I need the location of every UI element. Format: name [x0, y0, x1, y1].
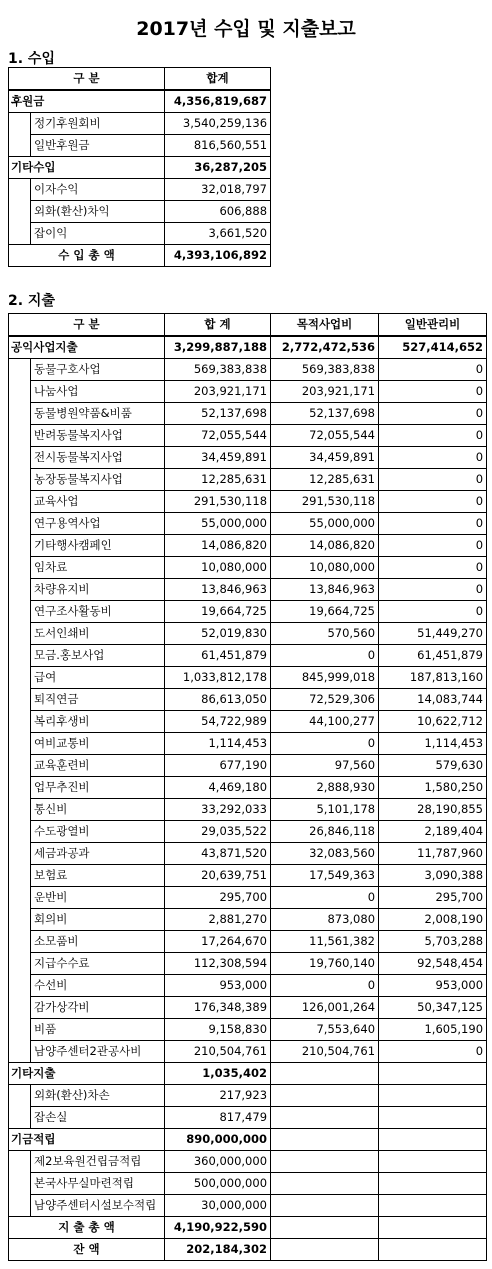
expense-item-general: 187,813,160 [379, 667, 487, 689]
income-item-label: 잡이익 [31, 223, 165, 245]
expense-item-general: 92,548,454 [379, 953, 487, 975]
expense-item-purpose: 2,888,930 [271, 777, 379, 799]
expense-section-title: 2. 지출 [8, 293, 55, 309]
expense-item-total: 52,137,698 [165, 403, 271, 425]
expense-item-total: 14,086,820 [165, 535, 271, 557]
expense-item-total: 210,504,761 [165, 1041, 271, 1063]
expense-item-general: 5,703,288 [379, 931, 487, 953]
expense-item-label: 보험료 [31, 865, 165, 887]
expense-item-general: 0 [379, 469, 487, 491]
expense-item-label: 운반비 [31, 887, 165, 909]
expense-item-total: 52,019,830 [165, 623, 271, 645]
expense-group-row [9, 336, 487, 359]
expense-item-total: 72,055,544 [165, 425, 271, 447]
expense-item-label: 수도광열비 [31, 821, 165, 843]
expense-item-row [9, 953, 487, 975]
income-item-row [9, 223, 271, 245]
expense-item-label: 남양주센터시설보수적립 [31, 1195, 165, 1217]
expense-item-label: 차량유지비 [31, 579, 165, 601]
expense-item-row [9, 425, 487, 447]
expense-item-general: 953,000 [379, 975, 487, 997]
expense-item-purpose: 72,055,544 [271, 425, 379, 447]
expense-item-total: 217,923 [165, 1085, 271, 1107]
expense-group-total: 3,299,887,188 [165, 336, 271, 359]
expense-item-row [9, 1019, 487, 1041]
expense-item-general: 0 [379, 491, 487, 513]
expense-item-total: 10,080,000 [165, 557, 271, 579]
balance-label: 잔 액 [9, 1239, 165, 1261]
expense-item-purpose: 19,760,140 [271, 953, 379, 975]
expense-item-label: 잡손실 [31, 1107, 165, 1129]
expense-item-purpose: 291,530,118 [271, 491, 379, 513]
expense-item-total: 112,308,594 [165, 953, 271, 975]
expense-group-label: 기금적립 [9, 1129, 165, 1151]
expense-item-purpose: 203,921,171 [271, 381, 379, 403]
expense-header-total: 합 계 [165, 314, 271, 337]
expense-item-label: 나눔사업 [31, 381, 165, 403]
expense-item-row [9, 799, 487, 821]
expense-item-general: 11,787,960 [379, 843, 487, 865]
expense-item-row [9, 469, 487, 491]
expense-item-label: 지급수수료 [31, 953, 165, 975]
expense-item-purpose: 34,459,891 [271, 447, 379, 469]
expense-item-general: 0 [379, 425, 487, 447]
expense-item-total: 30,000,000 [165, 1195, 271, 1217]
expense-item-row [9, 403, 487, 425]
expense-item-purpose: 14,086,820 [271, 535, 379, 557]
expense-item-purpose: 55,000,000 [271, 513, 379, 535]
income-item-row [9, 135, 271, 157]
expense-item-total: 4,469,180 [165, 777, 271, 799]
expense-item-general: 0 [379, 579, 487, 601]
expense-item-label: 업무추진비 [31, 777, 165, 799]
expense-item-label: 도서인쇄비 [31, 623, 165, 645]
expense-item-purpose: 97,560 [271, 755, 379, 777]
expense-item-total: 500,000,000 [165, 1173, 271, 1195]
expense-item-general: 0 [379, 557, 487, 579]
expense-item-label: 본국사무실마련적립 [31, 1173, 165, 1195]
expense-item-row [9, 777, 487, 799]
expense-item-general: 0 [379, 447, 487, 469]
expense-item-purpose: 0 [271, 975, 379, 997]
expense-item-total: 61,451,879 [165, 645, 271, 667]
expense-item-label: 임차료 [31, 557, 165, 579]
expense-item-total: 34,459,891 [165, 447, 271, 469]
expense-table [8, 313, 487, 1261]
expense-item-label: 동물구호사업 [31, 359, 165, 381]
expense-item-label: 연구조사활동비 [31, 601, 165, 623]
expense-item-row [9, 381, 487, 403]
expense-item-purpose: 13,846,963 [271, 579, 379, 601]
income-item-label: 이자수익 [31, 179, 165, 201]
expense-item-label: 연구용역사업 [31, 513, 165, 535]
expense-item-label: 제2보육원건립금적립 [31, 1151, 165, 1173]
expense-item-total: 2,881,270 [165, 909, 271, 931]
expense-group-purpose: 2,772,472,536 [271, 336, 379, 359]
income-item-row [9, 179, 271, 201]
expense-item-total: 55,000,000 [165, 513, 271, 535]
income-header-category: 구 분 [9, 68, 165, 91]
expense-item-total: 953,000 [165, 975, 271, 997]
expense-item-total: 817,479 [165, 1107, 271, 1129]
expense-item-row [9, 711, 487, 733]
expense-item-general: 61,451,879 [379, 645, 487, 667]
expense-item-row [9, 667, 487, 689]
expense-header-category: 구 분 [9, 314, 165, 337]
expense-item-row [9, 1173, 487, 1195]
expense-item-row [9, 491, 487, 513]
income-total-row [9, 245, 271, 267]
expense-item-purpose: 7,553,640 [271, 1019, 379, 1041]
expense-item-total: 1,114,453 [165, 733, 271, 755]
expense-item-label: 퇴직연금 [31, 689, 165, 711]
expense-item-purpose: 0 [271, 733, 379, 755]
expense-item-row [9, 909, 487, 931]
expense-group-label: 공익사업지출 [9, 336, 165, 359]
expense-item-general: 1,605,190 [379, 1019, 487, 1041]
expense-header-purpose: 목적사업비 [271, 314, 379, 337]
expense-item-label: 전시동물복지사업 [31, 447, 165, 469]
expense-item-total: 54,722,989 [165, 711, 271, 733]
expense-item-general: 0 [379, 601, 487, 623]
expense-item-purpose: 873,080 [271, 909, 379, 931]
expense-item-label: 여비교통비 [31, 733, 165, 755]
income-group-row [9, 157, 271, 179]
expense-item-total: 20,639,751 [165, 865, 271, 887]
expense-total-label: 지 출 총 액 [9, 1217, 165, 1239]
balance-amount: 202,184,302 [165, 1239, 271, 1261]
expense-item-total: 29,035,522 [165, 821, 271, 843]
income-header-row [9, 68, 271, 91]
expense-item-row [9, 557, 487, 579]
expense-item-general: 10,622,712 [379, 711, 487, 733]
income-item-row [9, 201, 271, 223]
expense-item-purpose: 10,080,000 [271, 557, 379, 579]
expense-item-label: 남양주센터2관공사비 [31, 1041, 165, 1063]
expense-item-label: 복리후생비 [31, 711, 165, 733]
expense-item-row [9, 843, 487, 865]
expense-total-amount: 4,190,922,590 [165, 1217, 271, 1239]
income-item-label: 일반후원금 [31, 135, 165, 157]
income-group-row [9, 90, 271, 113]
expense-item-total: 677,190 [165, 755, 271, 777]
expense-item-purpose: 44,100,277 [271, 711, 379, 733]
expense-item-row [9, 1195, 487, 1217]
expense-item-label: 회의비 [31, 909, 165, 931]
expense-item-total: 86,613,050 [165, 689, 271, 711]
expense-item-label: 기타행사캠페인 [31, 535, 165, 557]
expense-item-label: 수선비 [31, 975, 165, 997]
expense-item-general: 0 [379, 359, 487, 381]
expense-item-label: 교육사업 [31, 491, 165, 513]
income-item-amount: 3,661,520 [165, 223, 271, 245]
income-item-amount: 32,018,797 [165, 179, 271, 201]
income-item-amount: 606,888 [165, 201, 271, 223]
expense-item-purpose: 845,999,018 [271, 667, 379, 689]
page-title: 2017년 수입 및 지출보고 [136, 18, 356, 40]
expense-item-row [9, 601, 487, 623]
expense-item-row [9, 447, 487, 469]
expense-item-general: 1,114,453 [379, 733, 487, 755]
expense-item-total: 43,871,520 [165, 843, 271, 865]
expense-item-total: 295,700 [165, 887, 271, 909]
expense-item-row [9, 931, 487, 953]
income-total-label: 수 입 총 액 [9, 245, 165, 267]
expense-item-purpose: 569,383,838 [271, 359, 379, 381]
expense-item-label: 반려동물복지사업 [31, 425, 165, 447]
income-group-label: 후원금 [9, 90, 165, 113]
expense-item-purpose: 5,101,178 [271, 799, 379, 821]
income-item-label: 외화(환산)차익 [31, 201, 165, 223]
expense-item-purpose: 0 [271, 645, 379, 667]
expense-item-general: 3,090,388 [379, 865, 487, 887]
expense-item-label: 교육훈련비 [31, 755, 165, 777]
expense-header-general: 일반관리비 [379, 314, 487, 337]
income-item-label: 정기후원회비 [31, 113, 165, 135]
expense-item-purpose: 52,137,698 [271, 403, 379, 425]
expense-item-total: 13,846,963 [165, 579, 271, 601]
expense-item-purpose: 12,285,631 [271, 469, 379, 491]
expense-item-total: 1,033,812,178 [165, 667, 271, 689]
expense-item-purpose: 11,561,382 [271, 931, 379, 953]
expense-item-row [9, 865, 487, 887]
expense-item-purpose: 210,504,761 [271, 1041, 379, 1063]
income-group-label: 기타수입 [9, 157, 165, 179]
expense-item-purpose: 0 [271, 887, 379, 909]
expense-item-general: 2,008,190 [379, 909, 487, 931]
expense-group-row [9, 1129, 487, 1151]
expense-item-purpose: 570,560 [271, 623, 379, 645]
expense-item-row [9, 755, 487, 777]
expense-item-row [9, 513, 487, 535]
expense-group-general: 527,414,652 [379, 336, 487, 359]
expense-item-general: 0 [379, 535, 487, 557]
expense-item-general: 579,630 [379, 755, 487, 777]
expense-item-label: 세금과공과 [31, 843, 165, 865]
expense-item-total: 203,921,171 [165, 381, 271, 403]
expense-item-label: 농장동물복지사업 [31, 469, 165, 491]
expense-item-row [9, 887, 487, 909]
expense-item-row [9, 1107, 487, 1129]
expense-item-total: 19,664,725 [165, 601, 271, 623]
expense-item-row [9, 1151, 487, 1173]
expense-item-general: 295,700 [379, 887, 487, 909]
expense-item-general: 0 [379, 381, 487, 403]
income-group-amount: 4,356,819,687 [165, 90, 271, 113]
expense-item-label: 모금.홍보사업 [31, 645, 165, 667]
expense-item-purpose: 32,083,560 [271, 843, 379, 865]
expense-item-row [9, 689, 487, 711]
expense-item-label: 비품 [31, 1019, 165, 1041]
expense-header-row [9, 314, 487, 337]
income-header-total: 합계 [165, 68, 271, 91]
expense-item-general: 51,449,270 [379, 623, 487, 645]
income-total-amount: 4,393,106,892 [165, 245, 271, 267]
expense-item-row [9, 733, 487, 755]
expense-item-total: 12,285,631 [165, 469, 271, 491]
expense-item-purpose: 26,846,118 [271, 821, 379, 843]
income-item-row [9, 113, 271, 135]
income-table [8, 67, 271, 267]
expense-item-row [9, 1085, 487, 1107]
expense-item-row [9, 997, 487, 1019]
expense-item-row [9, 579, 487, 601]
expense-item-general: 0 [379, 513, 487, 535]
expense-item-general: 2,189,404 [379, 821, 487, 843]
expense-item-general: 28,190,855 [379, 799, 487, 821]
expense-item-total: 176,348,389 [165, 997, 271, 1019]
expense-item-total: 17,264,670 [165, 931, 271, 953]
expense-item-purpose: 19,664,725 [271, 601, 379, 623]
expense-item-row [9, 1041, 487, 1063]
expense-group-total: 890,000,000 [165, 1129, 271, 1151]
expense-item-general: 0 [379, 403, 487, 425]
expense-item-row [9, 535, 487, 557]
expense-group-total: 1,035,402 [165, 1063, 271, 1085]
expense-item-general: 1,580,250 [379, 777, 487, 799]
expense-item-row [9, 975, 487, 997]
expense-item-label: 동물병원약품&비품 [31, 403, 165, 425]
expense-item-general: 0 [379, 1041, 487, 1063]
expense-item-label: 외화(환산)차손 [31, 1085, 165, 1107]
balance-row [9, 1239, 487, 1261]
income-item-amount: 3,540,259,136 [165, 113, 271, 135]
expense-item-general: 14,083,744 [379, 689, 487, 711]
expense-item-total: 291,530,118 [165, 491, 271, 513]
expense-item-row [9, 645, 487, 667]
expense-item-row [9, 359, 487, 381]
expense-item-label: 통신비 [31, 799, 165, 821]
expense-item-purpose: 126,001,264 [271, 997, 379, 1019]
expense-item-purpose: 17,549,363 [271, 865, 379, 887]
expense-item-total: 33,292,033 [165, 799, 271, 821]
expense-item-purpose: 72,529,306 [271, 689, 379, 711]
income-group-amount: 36,287,205 [165, 157, 271, 179]
income-section-title: 1. 수입 [8, 51, 55, 67]
expense-item-total: 569,383,838 [165, 359, 271, 381]
expense-item-label: 급여 [31, 667, 165, 689]
expense-group-label: 기타지출 [9, 1063, 165, 1085]
expense-item-general: 50,347,125 [379, 997, 487, 1019]
expense-total-row [9, 1217, 487, 1239]
expense-group-row [9, 1063, 487, 1085]
expense-item-row [9, 821, 487, 843]
expense-item-label: 소모품비 [31, 931, 165, 953]
expense-item-row [9, 623, 487, 645]
income-item-amount: 816,560,551 [165, 135, 271, 157]
expense-item-label: 감가상각비 [31, 997, 165, 1019]
expense-item-total: 9,158,830 [165, 1019, 271, 1041]
expense-item-total: 360,000,000 [165, 1151, 271, 1173]
